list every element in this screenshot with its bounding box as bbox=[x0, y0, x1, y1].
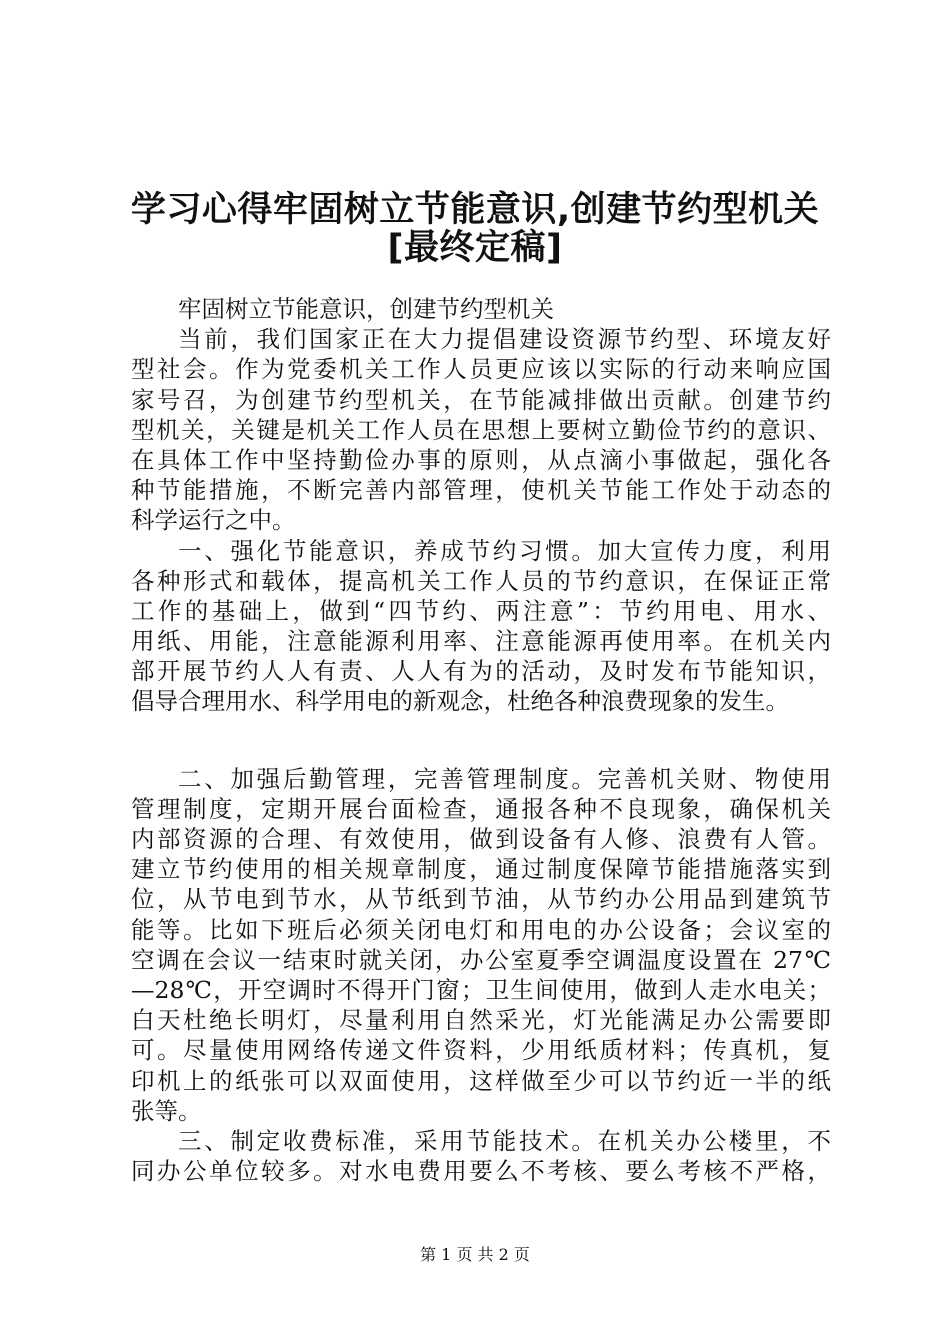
body-line: 印机上的纸张可以双面使用，这样做至少可以节约近一半的纸 bbox=[131, 1066, 831, 1095]
body-line: 各种形式和载体，提高机关工作人员的节约意识，在保证正常 bbox=[131, 566, 831, 595]
body-line: 同办公单位较多。对水电费用要么不考核、要么考核不严格， bbox=[131, 1157, 831, 1186]
body-line: 三、制定收费标准，采用节能技术。在机关办公楼里，不 bbox=[178, 1126, 831, 1155]
paragraph-spacer bbox=[131, 717, 831, 764]
body-line: 能等。比如下班后必须关闭电灯和用电的办公设备；会议室的 bbox=[131, 915, 831, 944]
body-line: 当前，我们国家正在大力提倡建设资源节约型、环境友好 bbox=[178, 325, 831, 354]
page-footer: 第 1 页 共 2 页 bbox=[420, 1245, 530, 1264]
body-line: —28℃，开空调时不得开门窗；卫生间使用，做到人走水电关； bbox=[131, 975, 831, 1004]
body-line: 科学运行之中。 bbox=[131, 506, 296, 535]
body-line: 型机关，关键是机关工作人员在思想上要树立勤俭节约的意识、 bbox=[131, 415, 831, 444]
body-line: 型社会。作为党委机关工作人员更应该以实际的行动来响应国 bbox=[131, 355, 831, 384]
body-line: 倡导合理用水、科学用电的新观念，杜绝各种浪费现象的发生。 bbox=[131, 687, 789, 716]
body-line: 在具体工作中坚持勤俭办事的原则，从点滴小事做起，强化各 bbox=[131, 445, 831, 474]
document-title-line-2: [最终定稿] bbox=[387, 228, 563, 268]
body-line: 部开展节约人人有责、人人有为的活动，及时发布节能知识， bbox=[131, 657, 831, 686]
body-line: 种节能措施，不断完善内部管理，使机关节能工作处于动态的 bbox=[131, 476, 831, 505]
document-body bbox=[131, 294, 831, 1186]
body-line: 张等。 bbox=[131, 1096, 202, 1125]
body-line: 二、加强后勤管理，完善管理制度。完善机关财、物使用 bbox=[178, 764, 831, 793]
body-line: 空调在会议一结束时就关闭，办公室夏季空调温度设置在 27℃ bbox=[131, 945, 831, 974]
body-line: 可。尽量使用网络传递文件资料，少用纸质材料；传真机，复 bbox=[131, 1036, 831, 1065]
body-line: 白天杜绝长明灯，尽量利用自然采光，灯光能满足办公需要即 bbox=[131, 1006, 831, 1035]
body-line: 用纸、用能，注意能源利用率、注意能源再使用率。在机关内 bbox=[131, 627, 831, 656]
body-line: 家号召，为创建节约型机关，在节能减排做出贡献。创建节约 bbox=[131, 385, 831, 414]
body-line: 管理制度，定期开展台面检查，通报各种不良现象，确保机关 bbox=[131, 794, 831, 823]
body-line: 位，从节电到节水，从节纸到节油，从节约办公用品到建筑节 bbox=[131, 885, 831, 914]
body-line: 工作的基础上，做到“四节约、两注意”：节约用电、用水、 bbox=[131, 596, 831, 625]
body-line: 内部资源的合理、有效使用，做到设备有人修、浪费有人管。 bbox=[131, 825, 831, 853]
body-line: 建立节约使用的相关规章制度，通过制度保障节能措施落实到 bbox=[131, 855, 831, 884]
document-title-line-1: 学习心得牢固树立节能意识,创建节约型机关 bbox=[130, 190, 820, 230]
body-line: 牢固树立节能意识，创建节约型机关 bbox=[178, 295, 554, 323]
body-line: 一、强化节能意识，养成节约习惯。加大宣传力度，利用 bbox=[178, 536, 831, 565]
